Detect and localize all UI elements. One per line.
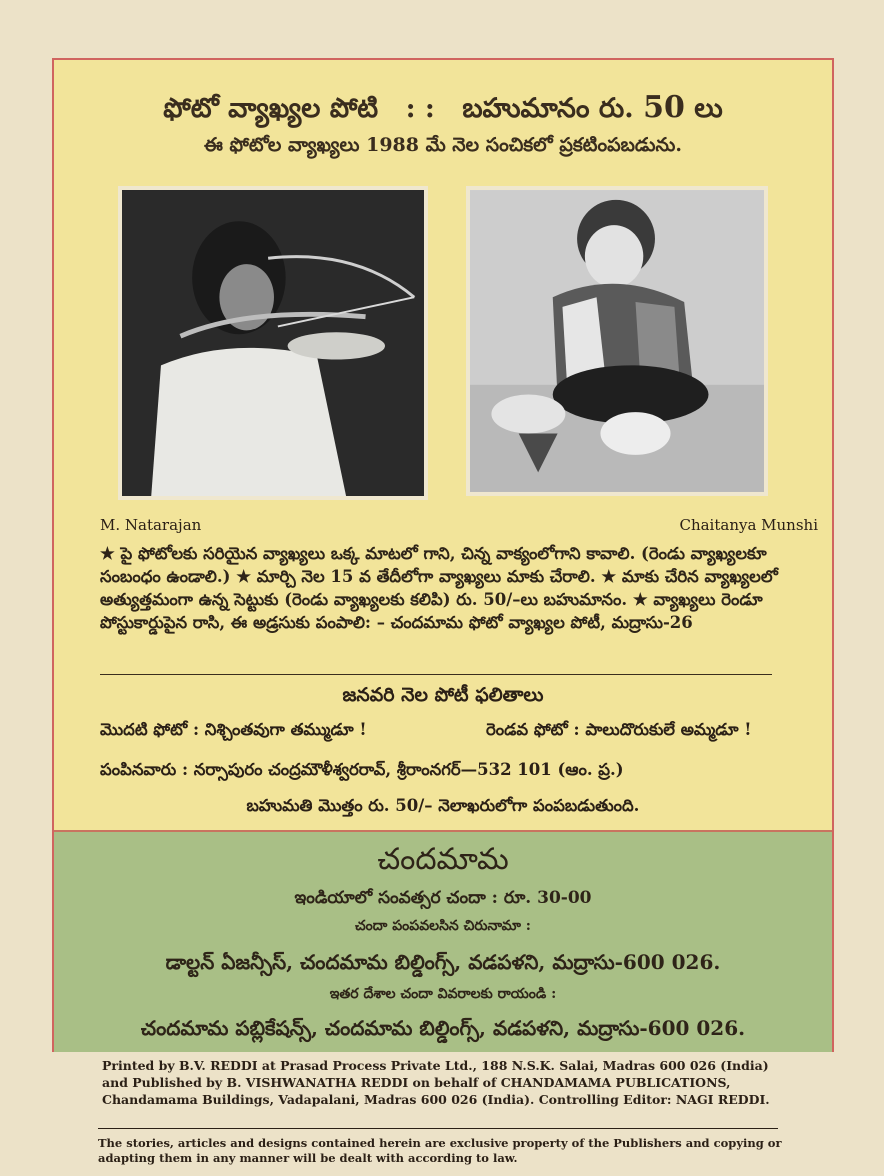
baby-with-top-image (470, 190, 764, 492)
first-photo-result: మొదటి ఫోటో : నిశ్చింతవుగా తమ్ముడూ ! (100, 720, 367, 739)
printer-imprint: Printed by B.V. REDDI at Prasad Process Private Ltd., 188 N.S.K. Salai, Madras 600 026 (India) and Published by B. VISHWANATHA REDDI on behalf of CHANDAMAMA PUBLICATIONS, Chandamama Buildings, Vadapalani, Madras 600 026 (India). Controlling Editor: NAGI REDDI. (102, 1058, 770, 1107)
prize-label: బహుమానం రు. (462, 93, 634, 124)
winner-sender: పంపినవారు : నర్సాపురం చంద్రమౌళీశ్వరరావ్, శ్రీరాంనగర్—532 101 (ఆం. ప్ర.) (100, 760, 624, 779)
prize-amount: 50 (643, 90, 685, 125)
page-frame (52, 58, 834, 1052)
subscription-panel (54, 830, 832, 1052)
results-row (100, 720, 800, 743)
imprint-divider (98, 1128, 778, 1129)
second-photo-result: రెండవ ఫోటో : పాలుదొరుకులే అమ్మడూ ! (486, 720, 752, 739)
contest-title (54, 90, 832, 131)
agency-address: డాల్టన్ ఏజన్సీస్, చందమామ బిల్డింగ్స్, వడపళని, మద్రాసు-600 026. (165, 950, 721, 974)
prize-note: బహుమతి మొత్తం రు. 50/– నెలాఖరులోగా పంపబడుతుంది. (246, 796, 640, 815)
girl-with-bow-image (122, 190, 424, 496)
results-title: జనవరి నెల పోటీ ఫలితాలు (342, 684, 544, 706)
foreign-subscription-label: ఇతర దేశాల చందా వివరాలకు రాయండి : (329, 986, 557, 1002)
photo-baby-with-top (466, 186, 768, 496)
annual-fee: ఇండియాలో సంవత్సర చందా : రూ. 30-00 (294, 888, 592, 908)
copyright-disclaimer: The stories, articles and designs contained herein are exclusive property of the Publishers and copying or adapting them in any manner will be dealt with according to law. (98, 1136, 782, 1165)
photo-credit-right: Chaitanya Munshi (679, 516, 818, 534)
contest-subtitle: ఈ ఫోటోల వ్యాఖ్యలు 1988 మే నెల సంచికలో ప్రకటింపబడును. (204, 134, 682, 156)
publisher-address: చందమామ పబ్లికేషన్స్, చందమామ బిల్డింగ్స్, వడపళని, మద్రాసు-600 026. (140, 1016, 746, 1040)
divider (100, 674, 772, 675)
magazine-name: చందమామ (377, 842, 509, 877)
title-separator: : : (405, 93, 435, 124)
address-label: చందా పంపవలసిన చిరునామా : (355, 918, 531, 934)
photo-credit-left: M. Natarajan (100, 516, 202, 534)
contest-name: ఫోటో వ్యాఖ్యల పోటి (163, 93, 379, 124)
photo-girl-with-bow (118, 186, 428, 500)
contest-rules: ★ పై ఫోటోలకు సరియైన వ్యాఖ్యలు ఒక్క మాటలో గాని, చిన్న వాక్యంలోగాని కావాలి. (రెండు వ్యాఖ్యలకూ సంబంధం ఉండాలి.) ★ మార్చి నెల 15 వ తేదీలోగా వ్యాఖ్యలు మాకు చేరాలి. ★ మాకు చేరిన వ్యాఖ్యలలో అత్యుత్తమంగా ఉన్న సెట్టుకు (రెండు వ్యాఖ్యలకు కలిపి) రు. 50/–లు బహుమానం. ★ వ్యాఖ్యలు రెండూ పోస్టుకార్డుపైన రాసి, ఈ అడ్రసుకు పంపాలి: – చందమామ ఫోటో వ్యాఖ్యల పోటీ, మద్రాసు-26 (100, 544, 778, 632)
contest-panel (54, 60, 832, 830)
prize-unit: లు (694, 93, 723, 124)
